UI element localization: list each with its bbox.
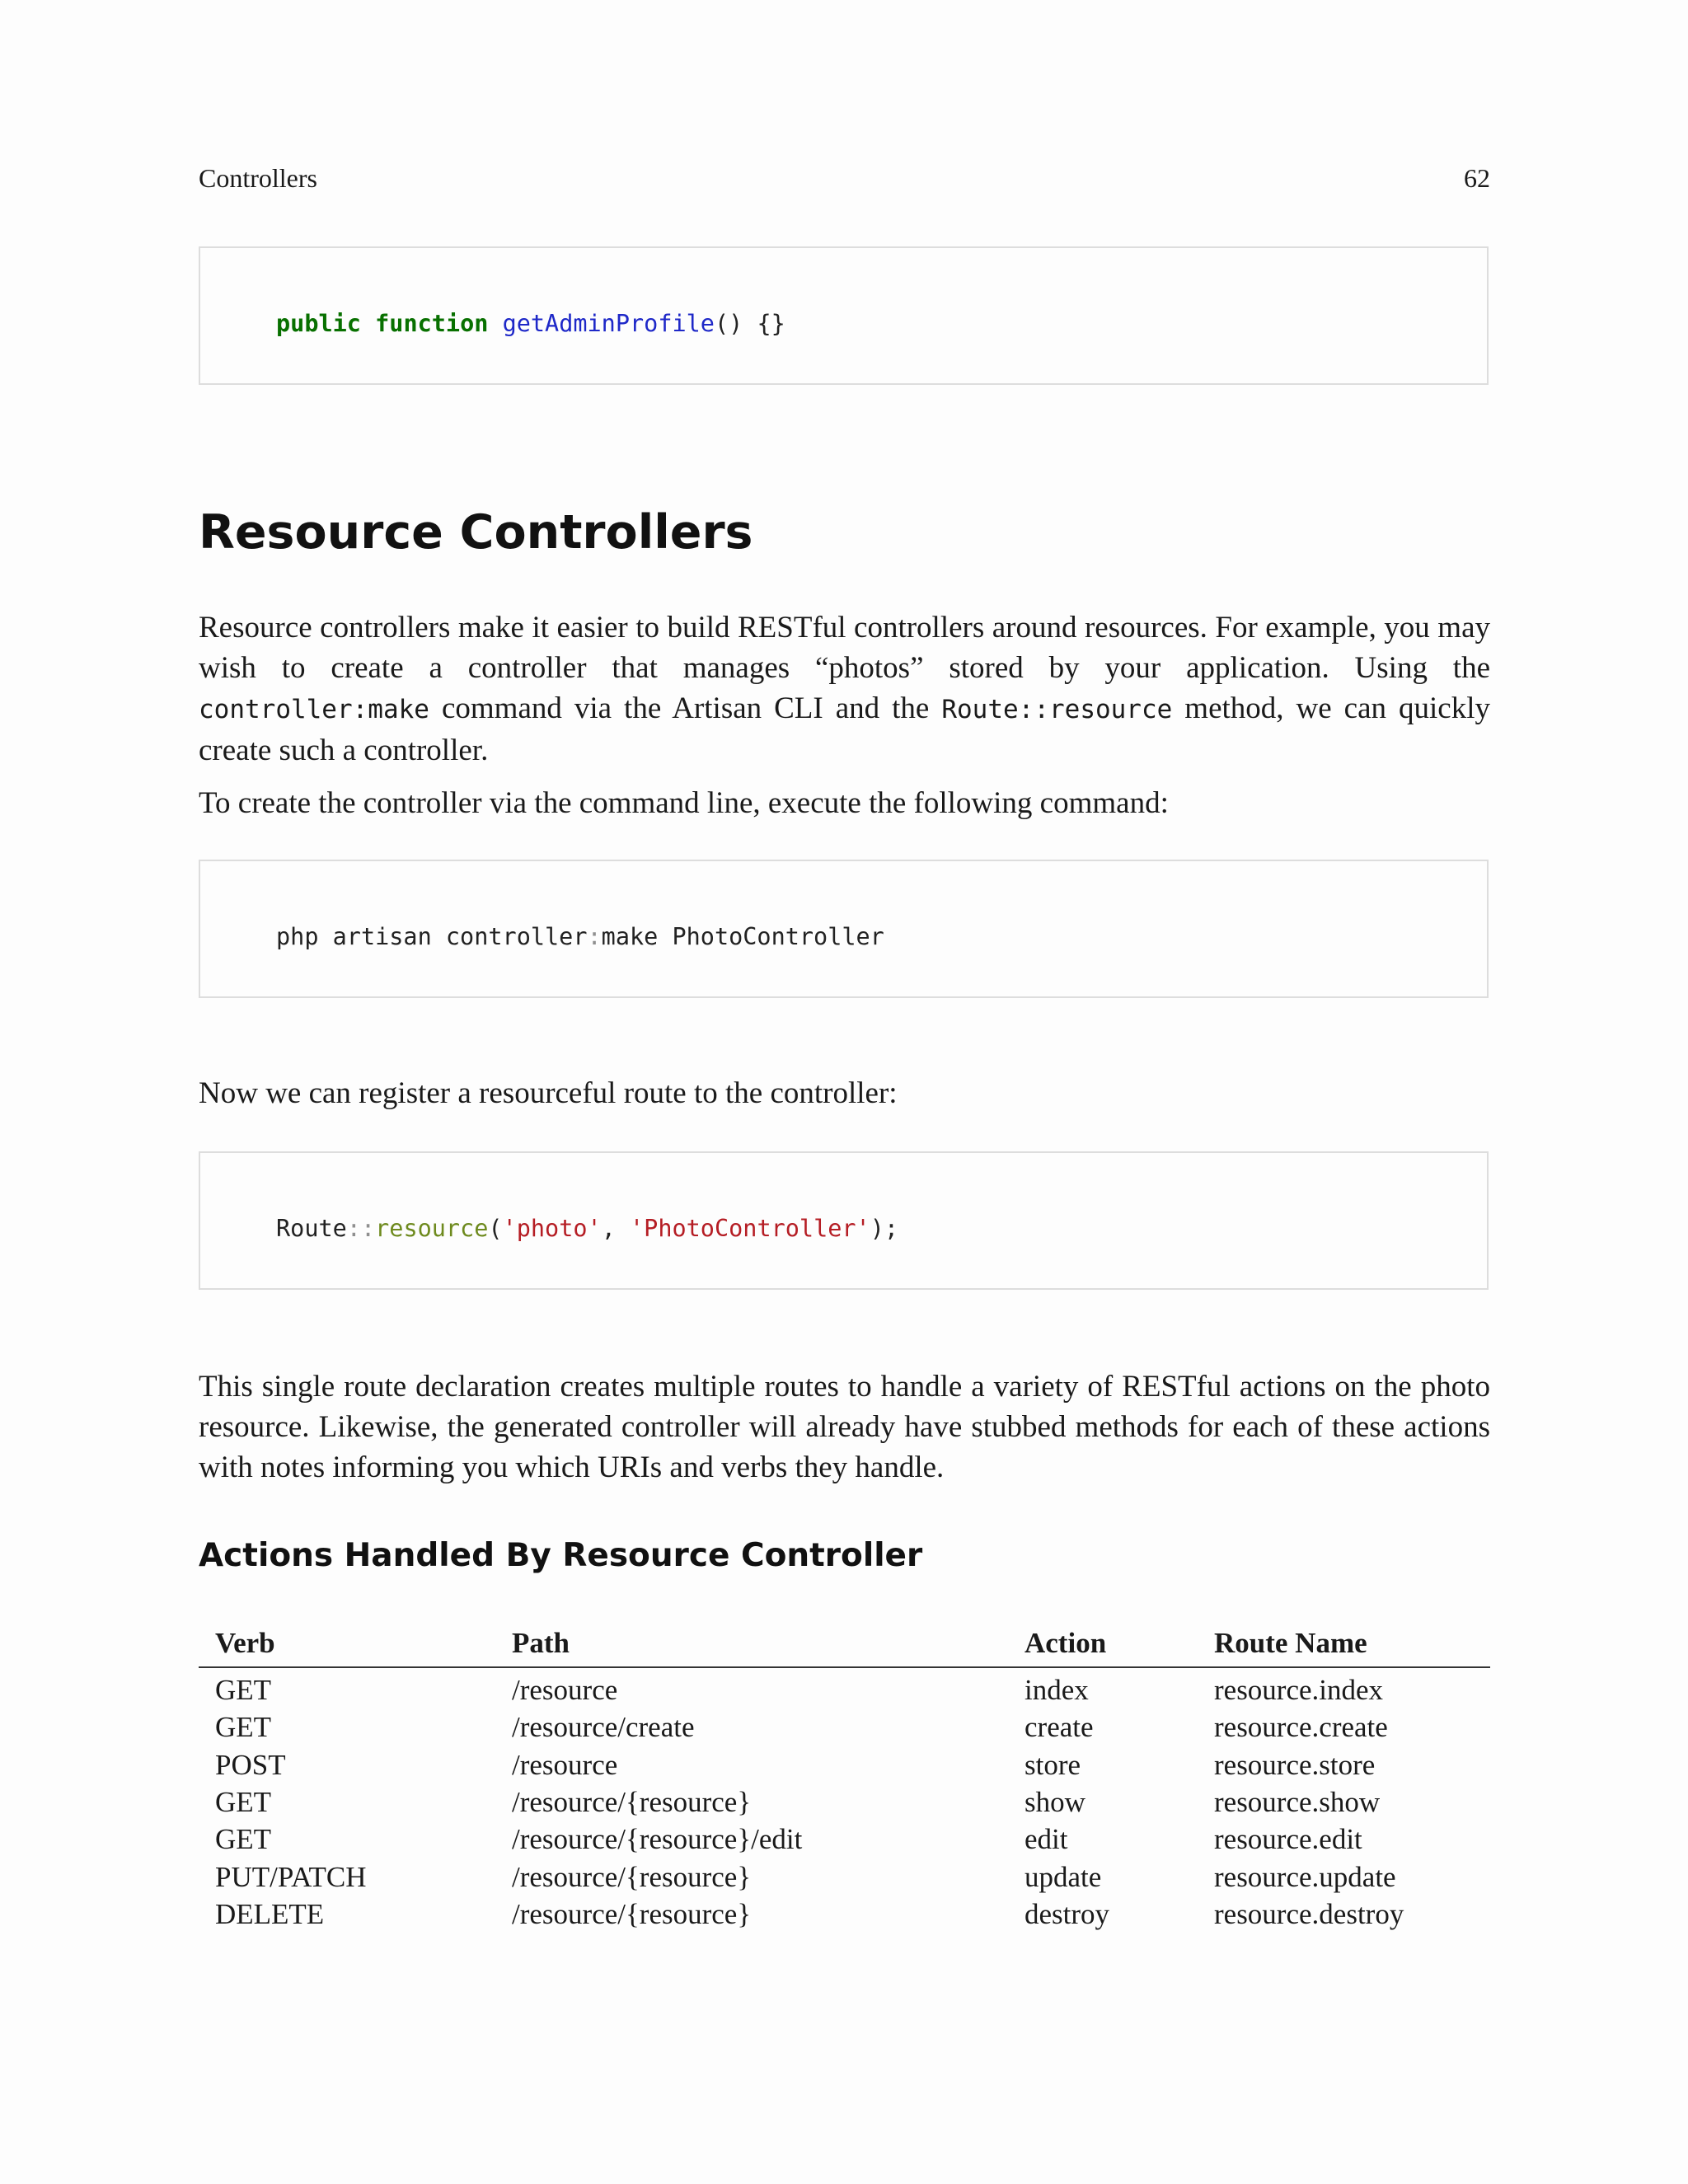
cell-verb: GET xyxy=(215,1711,272,1744)
code-line xyxy=(276,921,884,954)
code-line xyxy=(276,1212,898,1245)
cell-verb: POST xyxy=(215,1748,286,1781)
cell-verb: GET xyxy=(215,1674,272,1707)
code-punctuation: () {} xyxy=(714,310,785,337)
code-block-route-resource xyxy=(199,1151,1489,1290)
table-row xyxy=(199,1783,1490,1821)
cell-route-name: resource.store xyxy=(1214,1748,1376,1781)
header-action: Action xyxy=(1008,1620,1198,1667)
cell-verb: GET xyxy=(215,1823,272,1856)
actions-table xyxy=(199,1620,1490,1933)
code-string: 'PhotoController' xyxy=(630,1215,870,1242)
cell-route-name: resource.edit xyxy=(1214,1823,1362,1856)
cell-verb: PUT/PATCH xyxy=(215,1860,367,1893)
code-class-name: Route xyxy=(276,1215,347,1242)
cell-action: store xyxy=(1025,1748,1081,1781)
inline-code-controller-make: controller:make xyxy=(199,695,429,724)
intro-text-3: method, we can quickly create such a controller. xyxy=(199,691,1490,767)
header-route-name: Route Name xyxy=(1198,1620,1490,1667)
code-method: resource xyxy=(375,1215,489,1242)
table-title: Actions Handled By Resource Controller xyxy=(199,1537,923,1574)
code-operator: :: xyxy=(346,1215,376,1242)
cell-path: /resource xyxy=(512,1674,618,1707)
table-row xyxy=(199,1746,1490,1783)
header-path: Path xyxy=(495,1620,1008,1667)
cell-path: /resource xyxy=(512,1748,618,1781)
table-row xyxy=(199,1858,1490,1895)
command-paragraph: To create the controller via the command line, execute the following command: xyxy=(199,786,1169,820)
code-string: 'photo' xyxy=(502,1215,602,1242)
code-operator: : xyxy=(587,923,602,950)
intro-text-1: Resource controllers make it easier to build RESTful controllers around resources. For example, you may wish to create a controller that manages “photos” stored by your application. Using the xyxy=(199,611,1490,685)
table-row xyxy=(199,1708,1490,1746)
table-row xyxy=(199,1667,1490,1708)
code-punctuation: ); xyxy=(870,1215,899,1242)
code-text: make PhotoController xyxy=(601,923,884,950)
inline-code-route-resource: Route::resource xyxy=(941,695,1173,724)
page-number: 62 xyxy=(1464,163,1490,193)
cell-action: update xyxy=(1025,1860,1102,1893)
register-paragraph: Now we can register a resourceful route to the controller: xyxy=(199,1076,898,1110)
cell-verb: GET xyxy=(215,1786,272,1819)
cell-route-name: resource.update xyxy=(1214,1860,1396,1893)
cell-route-name: resource.create xyxy=(1214,1711,1388,1744)
code-keyword: function xyxy=(375,310,489,337)
chapter-name: Controllers xyxy=(199,163,317,193)
cell-path: /resource/{resource} xyxy=(512,1860,752,1893)
cell-route-name: resource.show xyxy=(1214,1786,1381,1819)
cell-path: /resource/create xyxy=(512,1711,695,1744)
cell-action: index xyxy=(1025,1674,1089,1707)
cell-path: /resource/{resource}/edit xyxy=(512,1823,803,1856)
code-punctuation: ( xyxy=(488,1215,503,1242)
cell-action: show xyxy=(1025,1786,1085,1819)
running-header xyxy=(199,162,1490,194)
intro-paragraph xyxy=(199,607,1490,771)
table-row xyxy=(199,1821,1490,1858)
code-block-artisan-command xyxy=(199,860,1489,998)
cell-route-name: resource.index xyxy=(1214,1674,1384,1707)
header-verb: Verb xyxy=(199,1620,495,1667)
cell-path: /resource/{resource} xyxy=(512,1897,752,1930)
cell-path: /resource/{resource} xyxy=(512,1786,752,1819)
cell-verb: DELETE xyxy=(215,1897,325,1930)
code-function-name: getAdminProfile xyxy=(502,310,715,337)
explain-paragraph: This single route declaration creates multiple routes to handle a variety of RESTful actions on the photo resource. Likewise, the generated controller will already have stubbed methods for each of these actions with notes informing you which URIs and verbs they handle. xyxy=(199,1370,1490,1484)
table-header-row xyxy=(199,1620,1490,1667)
cell-action: create xyxy=(1025,1711,1094,1744)
code-punctuation: , xyxy=(601,1215,631,1242)
code-line xyxy=(276,307,785,340)
code-keyword: public xyxy=(276,310,361,337)
code-text: php artisan controller xyxy=(276,923,588,950)
section-title: Resource Controllers xyxy=(199,505,753,560)
intro-text-2: command via the Artisan CLI and the xyxy=(429,691,942,725)
cell-action: edit xyxy=(1025,1823,1068,1856)
code-block-get-admin-profile xyxy=(199,246,1489,385)
cell-action: destroy xyxy=(1025,1897,1110,1930)
table-row xyxy=(199,1896,1490,1933)
cell-route-name: resource.destroy xyxy=(1214,1897,1404,1930)
